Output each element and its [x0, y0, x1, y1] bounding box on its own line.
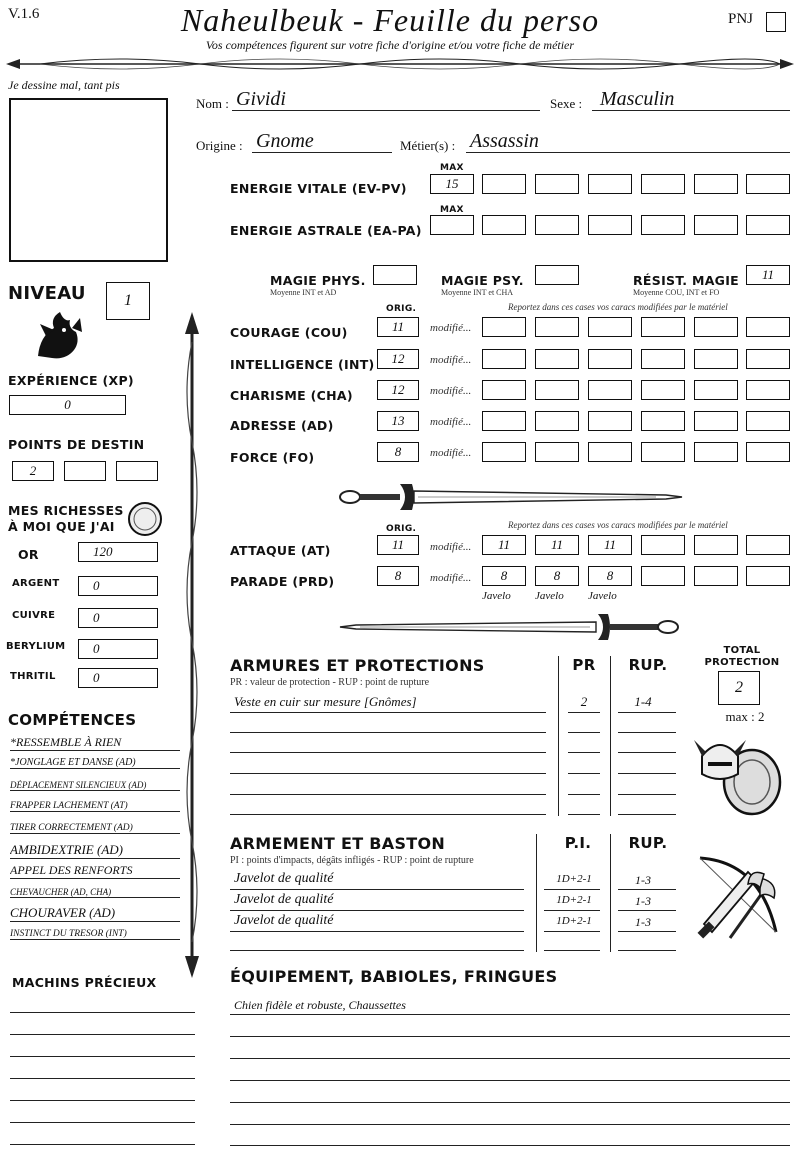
machins-line[interactable] — [10, 1078, 195, 1079]
or-label: OR — [18, 547, 39, 562]
equipment-title: ÉQUIPEMENT, BABIOLES, FRINGUES — [230, 967, 558, 986]
stat-label-int: INTELLIGENCE (INT) — [230, 357, 375, 372]
ea-track-box[interactable] — [746, 215, 790, 235]
niveau-label: NIVEAU — [8, 283, 86, 304]
stat-mod-box[interactable] — [694, 442, 738, 462]
weapon-column-label: Javelo — [535, 590, 564, 602]
armor-rup-line[interactable] — [618, 814, 676, 815]
equipment-line[interactable] — [230, 1080, 790, 1081]
weapon-row-line[interactable] — [230, 950, 524, 951]
stat-mod-box[interactable] — [588, 380, 632, 400]
stat-mod-box[interactable] — [746, 380, 790, 400]
ea-track-box[interactable] — [641, 215, 685, 235]
crossed-weapons-icon — [690, 852, 786, 944]
weapon-row-name[interactable]: Javelot de qualité — [234, 871, 334, 886]
skill-item[interactable]: CHEVAUCHER (AD, CHA) — [10, 887, 180, 898]
armor-rup-line[interactable] — [618, 773, 676, 774]
equipment-line[interactable] — [230, 1014, 790, 1015]
stat-mod-box[interactable] — [482, 380, 526, 400]
armor-row-name[interactable]: Veste en cuir sur mesure [Gnômes] — [234, 694, 417, 709]
stat-mod-box[interactable] — [746, 317, 790, 337]
armor-rup-line[interactable] — [618, 752, 676, 753]
stat-mod-box[interactable] — [588, 411, 632, 431]
stat-label-fo: FORCE (FO) — [230, 450, 315, 465]
sheet-title: Naheulbeuk - Feuille du perso — [180, 2, 600, 38]
ev-track-box[interactable] — [694, 174, 738, 194]
destin-box[interactable] — [116, 461, 158, 481]
stat-label-cha: CHARISME (CHA) — [230, 388, 353, 403]
stat-orig-cou[interactable]: 11 — [377, 317, 419, 337]
weapon-pi-line[interactable] — [544, 950, 600, 951]
parade-mod-box[interactable]: 8 — [482, 566, 526, 586]
stat-mod-box[interactable] — [694, 349, 738, 369]
skill-item[interactable]: TIRER CORRECTEMENT (AD) — [10, 823, 180, 834]
weapon-row-line — [230, 910, 524, 911]
weapon-row-pi[interactable]: 1D+2-1 — [556, 873, 592, 885]
origine-underline — [252, 152, 392, 153]
magie-phys-box[interactable] — [373, 265, 417, 285]
weapon-rup-line[interactable] — [618, 950, 676, 951]
armor-pr-line — [568, 712, 600, 713]
armor-note: PR : valeur de protection - RUP : point de rupture — [230, 677, 430, 688]
stat-mod-box[interactable] — [482, 349, 526, 369]
stat-mod-box[interactable] — [535, 349, 579, 369]
stat-mod-box[interactable] — [588, 349, 632, 369]
or-box[interactable]: 120 — [78, 542, 158, 562]
ea-track-box[interactable] — [588, 215, 632, 235]
machins-line[interactable] — [10, 1122, 195, 1123]
stat-mod-box[interactable] — [746, 411, 790, 431]
ea-track-box[interactable] — [482, 215, 526, 235]
max-protection-text: max : 2 — [725, 709, 765, 724]
argent-box[interactable]: 0 — [78, 576, 158, 596]
weapons-rup-header: RUP. — [628, 834, 668, 852]
machins-line[interactable] — [10, 1034, 195, 1035]
weapon-rup-line — [618, 931, 676, 932]
ev-track-box[interactable] — [641, 174, 685, 194]
skill-item[interactable]: APPEL DES RENFORTS — [10, 863, 180, 879]
portrait-frame[interactable] — [9, 98, 168, 262]
machins-line[interactable] — [10, 1012, 195, 1013]
stats-orig-label: ORIG. — [386, 304, 417, 314]
parade-mod-box[interactable] — [641, 566, 685, 586]
skill-item[interactable]: CHOURAVER (AD) — [10, 905, 180, 922]
stat-mod-box[interactable] — [694, 380, 738, 400]
stat-mod-box[interactable] — [746, 442, 790, 462]
attaque-mod-box[interactable]: 11 — [588, 535, 632, 555]
ea-max-box[interactable] — [430, 215, 474, 235]
skill-item[interactable]: DÉPLACEMENT SILENCIEUX (AD) — [10, 780, 180, 791]
stat-mod-box[interactable] — [641, 442, 685, 462]
weapon-column-label: Javelo — [588, 590, 617, 602]
attaque-mod-box[interactable] — [694, 535, 738, 555]
metier-value[interactable]: Assassin — [470, 130, 539, 152]
stat-modifie-label: modifié... — [430, 354, 472, 366]
armor-row-line[interactable] — [230, 732, 546, 733]
resist-magie-note: Moyenne COU, INT et FO — [633, 288, 720, 297]
destin-box[interactable]: 2 — [12, 461, 54, 481]
armor-rup-line[interactable] — [618, 794, 676, 795]
total-protection-label-line1: TOTAL — [723, 645, 761, 656]
armor-row-line[interactable] — [230, 814, 546, 815]
stat-mod-box[interactable] — [641, 349, 685, 369]
destin-box[interactable] — [64, 461, 106, 481]
machins-line[interactable] — [10, 1144, 195, 1145]
equipment-line[interactable] — [230, 1058, 790, 1059]
armor-pr-line[interactable] — [568, 794, 600, 795]
armor-pr-line[interactable] — [568, 773, 600, 774]
ev-max-label: MAX — [440, 163, 464, 173]
header-vine-ornament — [0, 52, 800, 78]
parade-mod-box[interactable] — [694, 566, 738, 586]
stat-orig-cha[interactable]: 12 — [377, 380, 419, 400]
stats-report-note: Reportez dans ces cases vos caracs modifiées par le matériel — [508, 302, 728, 312]
stat-modifie-label: modifié... — [430, 322, 472, 334]
origine-label: Origine : — [196, 138, 243, 153]
skill-item[interactable]: FRAPPER LÂCHEMENT (AT) — [10, 801, 180, 812]
thritil-box[interactable]: 0 — [78, 668, 158, 688]
total-protection-box[interactable]: 2 — [718, 671, 760, 705]
sword-icon — [336, 480, 686, 514]
stat-mod-box[interactable] — [746, 349, 790, 369]
weapon-row-name[interactable]: Javelot de qualité — [234, 892, 334, 907]
armor-rup-line[interactable] — [618, 732, 676, 733]
armor-pr-header: PR — [572, 656, 596, 674]
skill-item[interactable]: *RESSEMBLE À RIEN — [10, 735, 180, 751]
parade-label: PARADE (PRD) — [230, 574, 335, 589]
richesses-title-line2: À MOI QUE J'AI — [8, 519, 115, 534]
stat-mod-box[interactable] — [641, 317, 685, 337]
ea-label: ENERGIE ASTRALE (EA-PA) — [230, 223, 422, 238]
berylium-label: BERYLIUM — [6, 641, 66, 652]
weapon-pi-line — [544, 889, 600, 890]
sword-icon — [336, 612, 682, 642]
stat-orig-fo[interactable]: 8 — [377, 442, 419, 462]
armor-pr-line[interactable] — [568, 732, 600, 733]
stat-modifie-label: modifié... — [430, 416, 472, 428]
weapon-row-line — [230, 889, 524, 890]
berylium-box[interactable]: 0 — [78, 639, 158, 659]
combat-report-note: Reportez dans ces cases vos caracs modifiées par le matériel — [508, 520, 728, 530]
resist-magie-label: RÉSIST. MAGIE — [633, 273, 740, 288]
armor-row-line — [230, 712, 546, 713]
armor-column-divider — [610, 656, 611, 816]
armor-pr-line[interactable] — [568, 814, 600, 815]
armor-title: ARMURES ET PROTECTIONS — [230, 656, 485, 675]
nom-underline — [232, 110, 540, 111]
stat-mod-box[interactable] — [588, 317, 632, 337]
armor-row-line[interactable] — [230, 773, 546, 774]
argent-label: ARGENT — [12, 578, 60, 589]
weapon-rup-line — [618, 889, 676, 890]
weapons-column-divider — [536, 834, 537, 952]
richesses-title-line1: MES RICHESSES — [8, 503, 124, 518]
parade-orig-box[interactable]: 8 — [377, 566, 419, 586]
machins-precieux-title: MACHINS PRÉCIEUX — [12, 975, 157, 990]
cuivre-box[interactable]: 0 — [78, 608, 158, 628]
machins-line[interactable] — [10, 1100, 195, 1101]
weapon-column-label: Javelo — [482, 590, 511, 602]
stat-modifie-label: modifié... — [430, 447, 472, 459]
stat-modifie-label: modifié... — [430, 385, 472, 397]
weapon-row-line — [230, 931, 524, 932]
skill-item[interactable]: INSTINCT DU TRESOR (INT) — [10, 929, 180, 940]
stat-orig-int[interactable]: 12 — [377, 349, 419, 369]
stat-label-ad: ADRESSE (AD) — [230, 418, 334, 433]
weapons-title: ARMEMENT ET BASTON — [230, 834, 446, 853]
attaque-mod-box[interactable] — [746, 535, 790, 555]
weapons-note: PI : points d'impacts, dégâts infligés - RUP : point de rupture — [230, 855, 474, 866]
equipment-line[interactable] — [230, 1124, 790, 1125]
resist-magie-box[interactable]: 11 — [746, 265, 790, 285]
equipment-first-line[interactable]: Chien fidèle et robuste, Chaussettes — [234, 998, 406, 1012]
equipment-line[interactable] — [230, 1145, 790, 1146]
helmet-shield-icon — [694, 726, 786, 818]
armor-column-divider — [558, 656, 559, 816]
stat-mod-box[interactable] — [641, 411, 685, 431]
armor-row-line[interactable] — [230, 794, 546, 795]
weapon-row-rup[interactable]: 1-3 — [635, 894, 651, 908]
parade-modifie-label: modifié... — [430, 572, 472, 584]
ev-track-box[interactable] — [482, 174, 526, 194]
sexe-underline — [592, 110, 790, 111]
weapon-rup-line — [618, 910, 676, 911]
version-label: V.1.6 — [8, 6, 40, 22]
combat-orig-label: ORIG. — [386, 524, 417, 534]
ev-track-box[interactable] — [746, 174, 790, 194]
weapon-pi-line — [544, 910, 600, 911]
weapons-column-divider — [610, 834, 611, 952]
total-protection-label-line2: PROTECTION — [704, 657, 780, 668]
destin-label: POINTS DE DESTIN — [8, 437, 145, 452]
sexe-value[interactable]: Masculin — [600, 88, 675, 110]
origine-value[interactable]: Gnome — [256, 130, 314, 152]
pnj-checkbox[interactable] — [766, 12, 786, 32]
magie-psy-label: MAGIE PSY. — [441, 273, 524, 288]
ea-track-box[interactable] — [694, 215, 738, 235]
stat-orig-ad[interactable]: 13 — [377, 411, 419, 431]
weapon-row-pi[interactable]: 1D+2-1 — [556, 915, 592, 927]
armor-rup-header: RUP. — [628, 656, 668, 674]
attaque-mod-box[interactable]: 11 — [535, 535, 579, 555]
portrait-caption: Je dessine mal, tant pis — [8, 78, 120, 92]
equipment-line[interactable] — [230, 1102, 790, 1103]
nom-label: Nom : — [196, 96, 229, 111]
stat-mod-box[interactable] — [588, 442, 632, 462]
attaque-mod-box[interactable]: 11 — [482, 535, 526, 555]
spear-ornament — [180, 312, 204, 978]
dragon-icon — [30, 306, 86, 364]
metier-underline — [466, 152, 790, 153]
magie-phys-label: MAGIE PHYS. — [270, 273, 366, 288]
weapons-pi-header: P.I. — [564, 834, 592, 852]
metier-label: Métier(s) : — [400, 138, 456, 153]
stat-mod-box[interactable] — [482, 411, 526, 431]
attaque-modifie-label: modifié... — [430, 541, 472, 553]
stat-mod-box[interactable] — [482, 317, 526, 337]
ea-max-label: MAX — [440, 205, 464, 215]
attaque-mod-box[interactable] — [641, 535, 685, 555]
weapon-row-rup[interactable]: 1-3 — [635, 873, 651, 887]
ev-track-box[interactable] — [535, 174, 579, 194]
xp-box[interactable]: 0 — [9, 395, 126, 415]
parade-mod-box[interactable] — [746, 566, 790, 586]
magie-phys-note: Moyenne INT et AD — [270, 288, 337, 297]
weapon-row-rup[interactable]: 1-3 — [635, 915, 651, 929]
magie-psy-box[interactable] — [535, 265, 579, 285]
cuivre-label: CUIVRE — [12, 610, 56, 621]
coin-icon — [126, 500, 164, 538]
armor-row-rup[interactable]: 1-4 — [634, 694, 652, 709]
attaque-label: ATTAQUE (AT) — [230, 543, 331, 558]
equipment-line[interactable] — [230, 1036, 790, 1037]
competences-title: COMPÉTENCES — [8, 711, 137, 729]
ea-track-box[interactable] — [535, 215, 579, 235]
magie-psy-note: Moyenne INT et CHA — [441, 288, 514, 297]
stat-mod-box[interactable] — [641, 380, 685, 400]
stat-mod-box[interactable] — [535, 380, 579, 400]
stat-mod-box[interactable] — [535, 442, 579, 462]
armor-row-pr[interactable]: 2 — [580, 694, 588, 709]
niveau-box[interactable]: 1 — [106, 282, 150, 320]
thritil-label: THRITIL — [10, 671, 56, 682]
weapon-row-name[interactable]: Javelot de qualité — [234, 913, 334, 928]
pnj-label: PNJ — [728, 11, 754, 27]
machins-line[interactable] — [10, 1056, 195, 1057]
stat-mod-box[interactable] — [482, 442, 526, 462]
stat-mod-box[interactable] — [694, 317, 738, 337]
xp-label: EXPÉRIENCE (XP) — [8, 373, 134, 388]
ev-track-box[interactable] — [588, 174, 632, 194]
armor-pr-line[interactable] — [568, 752, 600, 753]
parade-mod-box[interactable]: 8 — [588, 566, 632, 586]
ev-label: ENERGIE VITALE (EV-PV) — [230, 181, 407, 196]
attaque-orig-box[interactable]: 11 — [377, 535, 419, 555]
skill-item[interactable]: AMBIDEXTRIE (AD) — [10, 842, 180, 859]
armor-rup-line — [618, 712, 676, 713]
stat-mod-box[interactable] — [535, 317, 579, 337]
parade-mod-box[interactable]: 8 — [535, 566, 579, 586]
nom-value[interactable]: Gividi — [236, 88, 286, 110]
ev-max-box[interactable]: 15 — [430, 174, 474, 194]
sexe-label: Sexe : — [550, 96, 583, 111]
armor-row-line[interactable] — [230, 752, 546, 753]
stat-mod-box[interactable] — [694, 411, 738, 431]
weapon-pi-line — [544, 931, 600, 932]
stat-mod-box[interactable] — [535, 411, 579, 431]
stat-label-cou: COURAGE (COU) — [230, 325, 348, 340]
sheet-subtitle: Vos compétences figurent sur votre fiche d'origine et/ou votre fiche de métier — [205, 38, 575, 52]
weapon-row-pi[interactable]: 1D+2-1 — [556, 894, 592, 906]
skill-item[interactable]: *JONGLAGE ET DANSE (AD) — [10, 757, 180, 769]
